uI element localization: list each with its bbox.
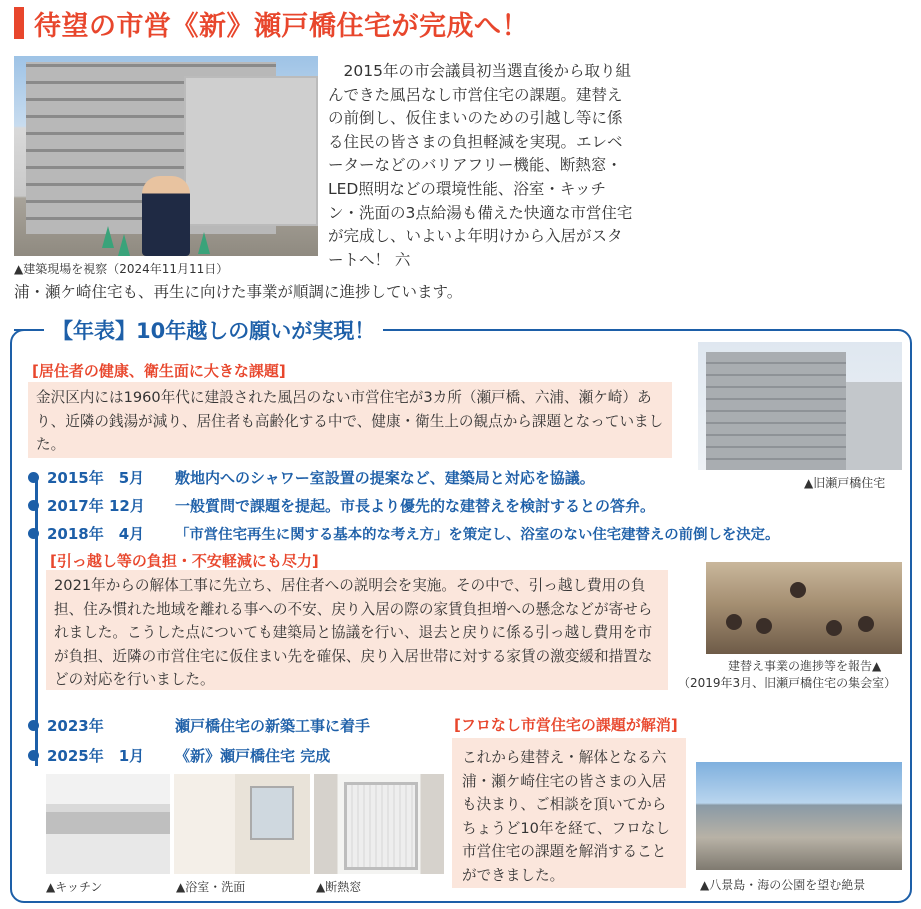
attendee-shape (826, 620, 842, 636)
timeline-dot (28, 720, 39, 731)
old-building-shape (706, 352, 846, 470)
timeline-event: 「市営住宅再生に関する基本的な考え方」を策定し、浴室のない住宅建替えの前倒しを決定。 (175, 526, 780, 543)
timeline-event: 一般質問で課題を提起。市長より優先的な建替えを検討するとの答弁。 (175, 496, 656, 515)
timeline-item (28, 466, 595, 488)
attendee-shape (858, 616, 874, 632)
timeline-dot (28, 500, 39, 511)
section1-body: 金沢区内には1960年代に建設された風呂のない市営住宅が3カ所（瀬戸橋、六浦、瀬ケ崎）あり、近隣の銭湯が減り、居住者も高齢化する中で、健康・衛生上の観点から課題となっていました。 (28, 382, 672, 458)
view-caption: ▲八景島・海の公園を望む絶景 (700, 878, 866, 892)
timeline-item (28, 494, 655, 516)
timeline-year: 2023年 (47, 716, 104, 735)
construction-photo-caption: ▲建築現場を視察（2024年11月11日） (14, 262, 229, 276)
section2-body: 2021年からの解体工事に先立ち、居住者への説明会を実施。その中で、引っ越し費用の負担、住み慣れた地域を離れる事への不安、戻り入居の際の家賃負担増への懸念などが寄せられました。こうした点についても建築局と協議を行い、退去と戻りに係る引っ越し費用を市が負担、近隣の市営住宅に仮住まい先を確保、戻り入居世帯に対する家賃の激変緩和措置などの対応を行いました。 (46, 570, 668, 690)
window-caption: ▲断熱窓 (316, 880, 362, 894)
section3-body: これから建替え・解体となる六浦・瀬ケ崎住宅の皆さまの入居も決まり、ご相談を頂いてからちょうど10年を経て、フロなし市営住宅の課題を解消することができました。 (452, 738, 686, 888)
mirror-shape (250, 786, 294, 840)
frame-dash (14, 329, 36, 331)
old-building-side-shape (846, 382, 902, 470)
meeting-photo (706, 562, 902, 654)
person-shape (142, 176, 190, 256)
headline-text: 待望の市営《新》瀬戸橋住宅が完成へ！ (34, 10, 529, 42)
timeline-dot (28, 750, 39, 761)
intro-paragraph: 2015年の市会議員初当選直後から取り組んできた風呂なし市営住宅の課題。建替えの前倒し、仮住まいのための引越し等に係る住民の皆さまの負担軽減を実現。エレベーターなどのバリアフリー機能、断熱窓・LED照明などの環境性能、浴室・キッチン・洗面の3点給湯も備えた快適な市営住宅が完成し、いよいよ年明けから入居がスタートへ！ 六 (328, 62, 633, 269)
timeline-year: 2018年 4月 (47, 524, 145, 543)
bath-photo (174, 774, 310, 874)
section1-heading: [居住者の健康、衛生面に大きな課題] (32, 362, 286, 380)
cone-shape (198, 232, 210, 254)
view-photo (696, 762, 902, 870)
meeting-caption-line2: （2019年3月、旧瀬戸橋住宅の集会室） (678, 676, 897, 690)
timeline-event: 《新》瀬戸橋住宅 完成 (175, 746, 331, 765)
kitchen-caption: ▲キッチン (46, 880, 103, 894)
timeline-item (28, 714, 370, 736)
bath-caption: ▲浴室・洗面 (176, 880, 246, 894)
cone-shape (102, 226, 114, 248)
construction-site-photo (14, 56, 318, 256)
old-building-caption: ▲旧瀬戸橋住宅 (804, 476, 886, 490)
old-building-photo (698, 342, 902, 470)
timeline-year: 2017年 12月 (47, 496, 145, 515)
timeline-dot (28, 472, 39, 483)
cone-shape (118, 234, 130, 256)
timeline-event: 瀬戸橋住宅の新築工事に着手 (175, 716, 371, 735)
building-side-shape (184, 76, 318, 226)
window-pane-shape (344, 782, 418, 870)
meeting-caption-line1: 建替え事業の進捗等を報告▲ (728, 659, 882, 673)
headline-bar (14, 7, 24, 39)
timeline-item (28, 522, 779, 544)
timeline-item (28, 744, 330, 766)
timeline-event: 敷地内へのシャワー室設置の提案など、建築局と対応を協議。 (175, 468, 595, 487)
attendee-shape (726, 614, 742, 630)
intro-tail-text: 浦・瀬ケ崎住宅も、再生に向けた事業が順調に進捗しています。 (14, 283, 463, 301)
speaker-shape (790, 582, 806, 598)
kitchen-photo (46, 774, 170, 874)
timeline-year: 2025年 1月 (47, 746, 145, 765)
section3-heading: [フロなし市営住宅の課題が解消] (454, 716, 678, 734)
intro-text (328, 60, 634, 272)
window-photo (314, 774, 444, 874)
timeline-year: 2015年 5月 (47, 468, 145, 487)
timeline-dot (28, 528, 39, 539)
frame-title: 【年表】10年越しの願いが実現！ (44, 315, 383, 345)
section2-heading: [引っ越し等の負担・不安軽減にも尽力] (50, 552, 319, 570)
headline (14, 6, 529, 40)
attendee-shape (756, 618, 772, 634)
